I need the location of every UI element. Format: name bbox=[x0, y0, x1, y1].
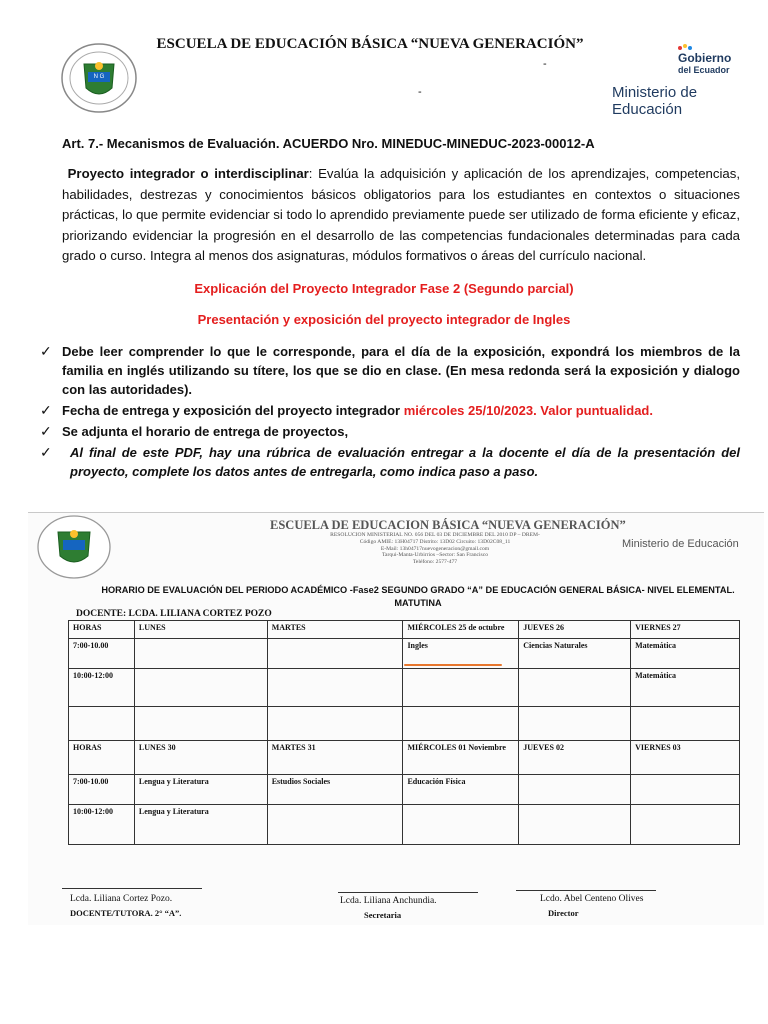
school-seal-logo bbox=[36, 514, 112, 580]
gob-line2: del Ecuador bbox=[678, 65, 730, 75]
signature-name: Lcdo. Abel Centeno Olives bbox=[540, 894, 644, 904]
table-cell: VIERNES 27 bbox=[631, 621, 740, 639]
bullet-text: Se adjunta el horario de entrega de proyectos, bbox=[62, 424, 349, 439]
svg-text:N G: N G bbox=[93, 74, 105, 80]
signature-role: Secretaria bbox=[364, 910, 402, 920]
table-cell: HORAS bbox=[69, 741, 135, 775]
bullet-item bbox=[40, 342, 740, 399]
table-cell: MARTES bbox=[267, 621, 403, 639]
bullet-item bbox=[40, 401, 740, 420]
table-cell: HORAS bbox=[69, 621, 135, 639]
bullet-date-prefix: Fecha de entrega y exposición del proyecto integrador bbox=[62, 403, 404, 418]
table-row bbox=[69, 669, 740, 707]
article-heading: Art. 7.- Mecanismos de Evaluación. ACUERDO Nro. MINEDUC-MINEDUC-2023-00012-A bbox=[62, 136, 595, 151]
explanation-title: Explicación del Proyecto Integrador Fase 2 (Segundo parcial) bbox=[194, 281, 574, 296]
schedule-title: HORARIO DE EVALUACIÓN DEL PERIODO ACADÉMICO -Fase2 SEGUNDO GRADO “A” DE EDUCACIÓN GENERAL BÁSICA- NIVEL ELEMENTAL. MATUTINA bbox=[101, 585, 735, 608]
table-cell: Matemática bbox=[631, 639, 740, 669]
table-cell bbox=[134, 669, 267, 707]
scan-school-details bbox=[270, 532, 600, 566]
table-cell bbox=[134, 707, 267, 741]
table-cell bbox=[519, 707, 631, 741]
table-cell bbox=[134, 639, 267, 669]
dash-mark: - bbox=[543, 58, 547, 70]
bullet-date-red: miércoles 25/10/2023. Valor puntualidad. bbox=[403, 403, 653, 418]
table-cell: 7:00-10.00 bbox=[69, 639, 135, 669]
bullet-item bbox=[40, 422, 740, 441]
table-cell: 7:00-10.00 bbox=[69, 775, 135, 805]
table-cell bbox=[267, 707, 403, 741]
table-cell: 10:00-12:00 bbox=[69, 805, 135, 845]
signature-line bbox=[62, 888, 202, 889]
table-cell: Lengua y Literatura bbox=[134, 775, 267, 805]
table-cell: VIERNES 03 bbox=[631, 741, 740, 775]
signature-name: Lcda. Liliana Anchundia. bbox=[340, 896, 437, 906]
table-cell: Ciencias Naturales bbox=[519, 639, 631, 669]
table-row bbox=[69, 805, 740, 845]
table-cell: Estudios Sociales bbox=[267, 775, 403, 805]
table-cell bbox=[519, 775, 631, 805]
check-icon: ✓ bbox=[40, 423, 52, 439]
bullet-text bbox=[62, 401, 740, 420]
article-paragraph bbox=[62, 164, 740, 267]
scan-detail-line: Teléfono: 2577-477 bbox=[412, 559, 458, 566]
teacher-name: DOCENTE: LCDA. LILIANA CORTEZ POZO bbox=[76, 609, 272, 619]
bullet-text: Debe leer comprender lo que le corresponde, para el día de la exposición, expondrá los miembros de la familia en inglés utilizando su títere, los que se dio en clase. (En mesa redonda será la exposición y dialogo con las autoridades). bbox=[62, 344, 740, 397]
schedule-table bbox=[68, 620, 740, 845]
table-cell bbox=[403, 707, 519, 741]
table-cell: MIÉRCOLES 25 de octubre bbox=[403, 621, 519, 639]
scan-detail-line: RESOLUCION MINISTERIAL NO. 056 DEL 03 DE DICIEMBRE DEL 2010 DP – DREM- bbox=[330, 532, 540, 538]
table-row bbox=[69, 775, 740, 805]
signature-name: Lcda. Liliana Cortez Pozo. bbox=[70, 894, 173, 904]
article-term: Proyecto integrador o interdisciplinar bbox=[67, 166, 309, 181]
highlight-underline bbox=[404, 664, 502, 666]
scan-detail-line: Tarqui-Manta-Urbirrios –Sector: San Francisco bbox=[381, 552, 489, 559]
table-cell bbox=[267, 669, 403, 707]
table-row bbox=[69, 741, 740, 775]
table-cell: JUEVES 26 bbox=[519, 621, 631, 639]
table-cell bbox=[69, 707, 135, 741]
signature-line bbox=[338, 892, 478, 893]
table-cell: Matemática bbox=[631, 669, 740, 707]
signature-line bbox=[516, 890, 656, 891]
scan-school-title: ESCUELA DE EDUCACION BÁSICA “NUEVA GENERACIÓN” bbox=[270, 518, 626, 532]
check-icon: ✓ bbox=[40, 444, 52, 460]
signature-role: DOCENTE/TUTORA. 2° “A”. bbox=[70, 908, 182, 918]
table-cell bbox=[519, 805, 631, 845]
bullet-item bbox=[40, 443, 740, 481]
table-row bbox=[69, 621, 740, 639]
table-cell bbox=[519, 669, 631, 707]
table-cell: LUNES bbox=[134, 621, 267, 639]
table-cell bbox=[631, 707, 740, 741]
signature-role: Director bbox=[548, 908, 579, 918]
table-cell: Educación Física bbox=[403, 775, 519, 805]
table-row bbox=[69, 707, 740, 741]
gobierno-ecuador-logo bbox=[672, 42, 762, 76]
check-icon: ✓ bbox=[40, 343, 52, 359]
table-cell bbox=[267, 805, 403, 845]
table-cell: MARTES 31 bbox=[267, 741, 403, 775]
ministry-name: Ministerio de Educación bbox=[612, 84, 698, 118]
check-icon: ✓ bbox=[40, 402, 52, 418]
gob-line1: Gobierno bbox=[678, 51, 732, 65]
table-cell bbox=[403, 669, 519, 707]
table-cell: LUNES 30 bbox=[134, 741, 267, 775]
dash-mark: - bbox=[418, 86, 422, 98]
table-cell: Lengua y Literatura bbox=[134, 805, 267, 845]
table-cell bbox=[403, 805, 519, 845]
table-cell: JUEVES 02 bbox=[519, 741, 631, 775]
presentation-title: Presentación y exposición del proyecto integrador de Ingles bbox=[197, 312, 571, 327]
school-title: ESCUELA DE EDUCACIÓN BÁSICA “NUEVA GENERACIÓN” bbox=[156, 36, 584, 52]
scan-detail-line: Código AMIE: 13H04717 Distrito: 13D02 Circuito: 13D02C08_11 bbox=[359, 538, 511, 545]
scan-detail-line: E-Mail: 13h04717nuevogeneracion@gmail.com bbox=[380, 545, 490, 552]
table-cell: 10:00-12:00 bbox=[69, 669, 135, 707]
table-cell: Ingles bbox=[403, 639, 519, 669]
table-cell bbox=[631, 775, 740, 805]
table-cell bbox=[267, 639, 403, 669]
scan-ministry-name: Ministerio de Educación bbox=[622, 538, 739, 550]
table-cell bbox=[631, 805, 740, 845]
article-body: : Evalúa la adquisición y aplicación de los aprendizajes, competencias, habilidades, destrezas y conocimientos básicos obligatorios para los estudiantes en contextos o situaciones prácticas, lo que permite evidenciar si todo lo aprendido previamente puede ser utilizado de forma eficiente y eficaz, priorizando evidenciar la progresión en el desarrollo de las competencias fundacionales determinadas para cada grado o curso. Integra al menos dos asignaturas, módulos formativos o áreas del currículo nacional. bbox=[62, 166, 740, 263]
table-cell: MIÉRCOLES 01 Noviembre bbox=[403, 741, 519, 775]
bullet-text: Al final de este PDF, hay una rúbrica de evaluación entregar a la docente el día de la presentación del proyecto, complete los datos antes de entregarla, como indica paso a paso. bbox=[70, 445, 740, 479]
